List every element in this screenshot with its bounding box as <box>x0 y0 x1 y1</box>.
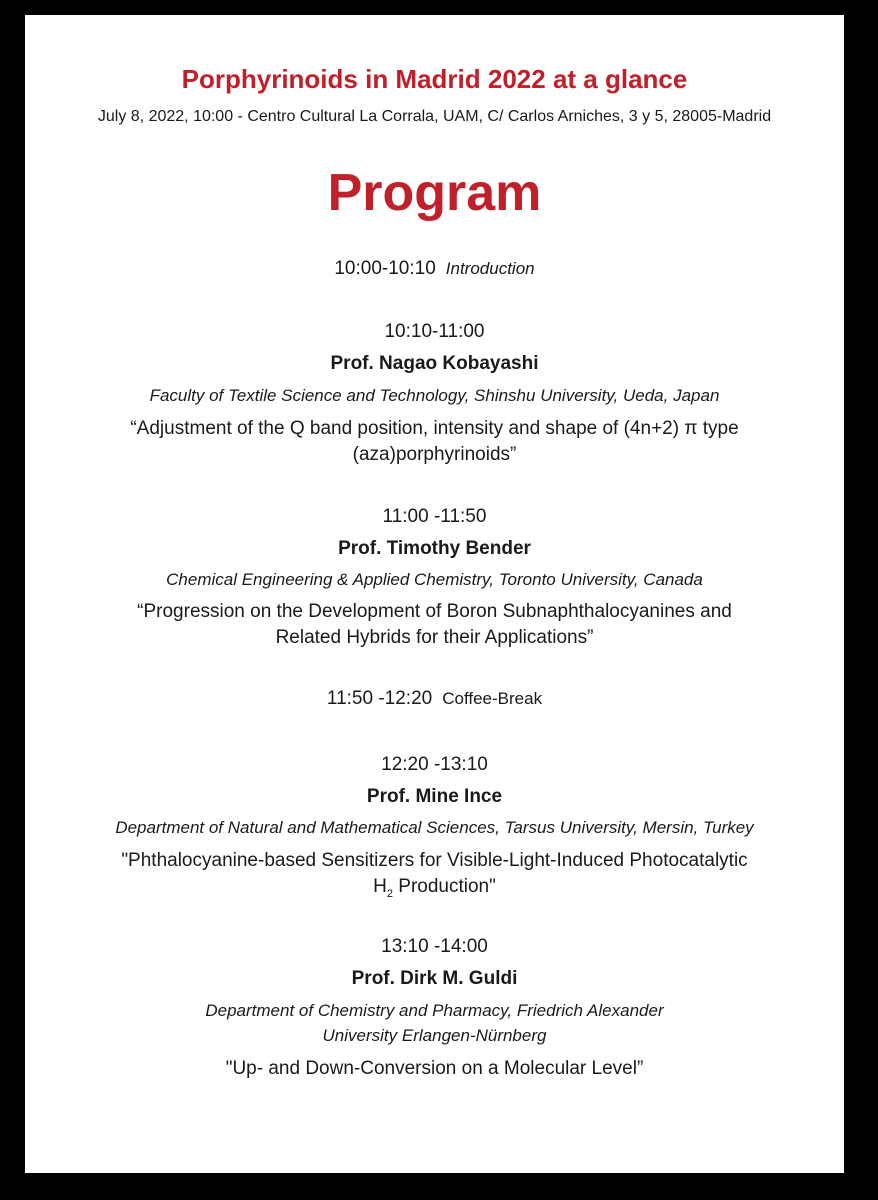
coffee-row <box>25 688 844 710</box>
talk2-time: 11:00 -11:50 <box>382 506 487 527</box>
program-heading: Program <box>327 164 542 222</box>
event-title: Porphyrinoids in Madrid 2022 at a glance <box>181 64 688 94</box>
talk2-speaker: Prof. Timothy Bender <box>338 538 531 559</box>
talk1-speaker: Prof. Nagao Kobayashi <box>330 353 539 374</box>
talk2-title-line2: Related Hybrids for their Applications” <box>275 627 594 648</box>
talk2-affiliation: Chemical Engineering & Applied Chemistry, Toronto University, Canada <box>166 570 703 589</box>
talk4-speaker: Prof. Dirk M. Guldi <box>351 968 518 989</box>
talk3-title-subscript: 2 <box>386 887 393 900</box>
event-info: July 8, 2022, 10:00 - Centro Cultural La Corrala, UAM, C/ Carlos Arniches, 3 y 5, 28005-Madrid <box>97 108 772 125</box>
document-page <box>25 15 844 1173</box>
intro-label: Introduction <box>445 259 535 278</box>
talk3-title-line2 <box>25 874 844 907</box>
talk1-title-line1: “Adjustment of the Q band position, intensity and shape of (4n+2) π type <box>130 418 739 439</box>
talk4-time: 13:10 -14:00 <box>381 936 488 957</box>
talk3-speaker: Prof. Mine Ince <box>366 786 503 807</box>
intro-time: 10:00-10:10 <box>334 258 436 279</box>
talk4-title: "Up- and Down-Conversion on a Molecular Level” <box>225 1058 644 1079</box>
coffee-label: Coffee-Break <box>442 689 543 708</box>
coffee-time: 11:50 -12:20 <box>326 688 433 709</box>
talk4-affiliation-line2: University Erlangen-Nürnberg <box>322 1026 547 1045</box>
talk1-time: 10:10-11:00 <box>384 321 485 342</box>
talk3-time: 12:20 -13:10 <box>381 754 488 775</box>
talk2-title-line1: “Progression on the Development of Boron Subnaphthalocyanines and <box>137 601 732 622</box>
talk4-affiliation-line1: Department of Chemistry and Pharmacy, Friedrich Alexander <box>205 1001 664 1020</box>
talk1-title-line2: (aza)porphyrinoids” <box>352 444 517 465</box>
talk3-title-h: H <box>373 876 387 897</box>
intro-row <box>25 258 844 280</box>
talk3-title-line1: "Phthalocyanine-based Sensitizers for Visible-Light-Induced Photocatalytic <box>121 850 748 871</box>
talk3-affiliation: Department of Natural and Mathematical Sciences, Tarsus University, Mersin, Turkey <box>115 818 754 837</box>
talk1-affiliation: Faculty of Textile Science and Technology, Shinshu University, Ueda, Japan <box>149 386 720 405</box>
talk3-title-rest: Production" <box>393 876 496 897</box>
